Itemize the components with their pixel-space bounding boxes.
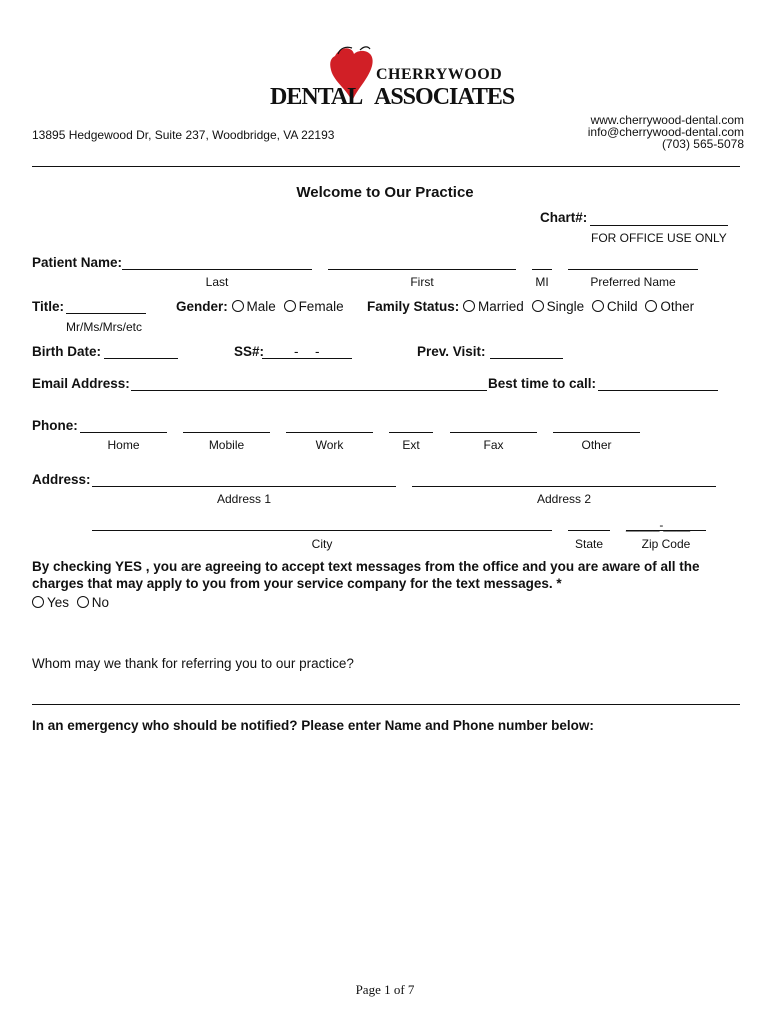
caption-other: Other bbox=[581, 438, 612, 452]
text-consent-yes-option[interactable]: Yes bbox=[32, 595, 69, 610]
text-consent-no-option[interactable]: No bbox=[77, 595, 109, 610]
preferred-name-field[interactable] bbox=[568, 269, 698, 270]
logo-line2-dental: DENTAL bbox=[270, 84, 363, 110]
birth-date-field[interactable] bbox=[104, 358, 178, 359]
zip-underline bbox=[626, 530, 706, 531]
text-consent-options bbox=[32, 595, 109, 610]
practice-logo bbox=[268, 40, 528, 110]
patient-name-label: Patient Name: bbox=[32, 255, 123, 270]
website-link[interactable]: www.cherrywood-dental.com bbox=[590, 113, 744, 127]
ssn-label: SS#: bbox=[234, 344, 265, 359]
radio-icon[interactable] bbox=[463, 300, 475, 312]
birth-date-label: Birth Date: bbox=[32, 344, 102, 359]
caption-fax: Fax bbox=[483, 438, 504, 452]
email-label: Email Address: bbox=[32, 376, 130, 391]
phone-fax-field[interactable] bbox=[450, 432, 537, 433]
email-link[interactable]: info@cherrywood-dental.com bbox=[587, 125, 744, 139]
contact-block bbox=[588, 114, 744, 150]
logo-line2-associates: ASSOCIATES bbox=[374, 84, 515, 110]
mi-field[interactable] bbox=[532, 269, 552, 270]
text-consent-statement: By checking YES , you are agreeing to accept text messages from the office and you are aware of all the charges that may apply to you from your service company for the text messages. * bbox=[32, 559, 700, 591]
best-time-label: Best time to call: bbox=[488, 376, 597, 391]
caption-preferred-name: Preferred Name bbox=[590, 275, 676, 289]
caption-home: Home bbox=[107, 438, 140, 452]
gender-female-option[interactable]: Female bbox=[284, 299, 344, 314]
phone-other-field[interactable] bbox=[553, 432, 640, 433]
ssn-underline bbox=[262, 358, 352, 359]
phone-ext-field[interactable] bbox=[389, 432, 433, 433]
address1-field[interactable] bbox=[92, 486, 396, 487]
gender-group bbox=[176, 299, 344, 314]
logo-line1: CHERRYWOOD bbox=[376, 66, 503, 83]
caption-address2: Address 2 bbox=[536, 492, 592, 506]
office-use-note: FOR OFFICE USE ONLY bbox=[591, 231, 727, 245]
title-label: Title: bbox=[32, 299, 65, 314]
caption-last: Last bbox=[205, 275, 229, 289]
title-caption: Mr/Ms/Mrs/etc bbox=[66, 320, 142, 334]
referral-field[interactable] bbox=[32, 704, 740, 705]
caption-ext: Ext bbox=[402, 438, 420, 452]
practice-address: 13895 Hedgewood Dr, Suite 237, Woodbridge, VA 22193 bbox=[32, 128, 335, 142]
last-name-field[interactable] bbox=[122, 269, 312, 270]
page-title: Welcome to Our Practice bbox=[296, 184, 474, 201]
zip-field[interactable]: _____-____ bbox=[626, 518, 691, 532]
radio-icon[interactable] bbox=[532, 300, 544, 312]
radio-icon[interactable] bbox=[592, 300, 604, 312]
address2-field[interactable] bbox=[412, 486, 716, 487]
first-name-field[interactable] bbox=[328, 269, 516, 270]
city-field[interactable] bbox=[92, 530, 552, 531]
prev-visit-field[interactable] bbox=[490, 358, 563, 359]
family-status-married-option[interactable]: Married bbox=[463, 299, 524, 314]
family-status-label: Family Status: bbox=[367, 299, 460, 314]
radio-icon[interactable] bbox=[232, 300, 244, 312]
radio-icon[interactable] bbox=[284, 300, 296, 312]
caption-work: Work bbox=[315, 438, 344, 452]
phone-label: Phone: bbox=[32, 418, 78, 433]
gender-male-option[interactable]: Male bbox=[232, 299, 276, 314]
best-time-field[interactable] bbox=[598, 390, 718, 391]
phone-mobile-field[interactable] bbox=[183, 432, 270, 433]
radio-icon[interactable] bbox=[645, 300, 657, 312]
family-status-child-option[interactable]: Child bbox=[592, 299, 638, 314]
caption-first: First bbox=[410, 275, 434, 289]
chart-label: Chart#: bbox=[540, 210, 588, 225]
page-number: Page 1 of 7 bbox=[355, 982, 415, 997]
phone-home-field[interactable] bbox=[80, 432, 167, 433]
caption-address1: Address 1 bbox=[216, 492, 272, 506]
emergency-question: In an emergency who should be notified? Please enter Name and Phone number below: bbox=[32, 718, 594, 733]
address-label: Address: bbox=[32, 472, 91, 487]
ssn-field[interactable]: ___-__-____ bbox=[270, 344, 353, 359]
caption-mobile: Mobile bbox=[208, 438, 245, 452]
caption-city: City bbox=[311, 537, 333, 551]
family-status-single-option[interactable]: Single bbox=[532, 299, 585, 314]
chart-field[interactable] bbox=[590, 225, 728, 226]
gender-label: Gender: bbox=[176, 299, 228, 314]
phone-number: (703) 565-5078 bbox=[661, 137, 744, 151]
phone-work-field[interactable] bbox=[286, 432, 373, 433]
email-field[interactable] bbox=[131, 390, 487, 391]
radio-icon[interactable] bbox=[32, 596, 44, 608]
family-status-group bbox=[367, 299, 694, 314]
title-field[interactable] bbox=[66, 313, 146, 314]
caption-state: State bbox=[574, 537, 604, 551]
family-status-other-option[interactable]: Other bbox=[645, 299, 694, 314]
header-divider bbox=[32, 166, 740, 167]
caption-zip-code: Zip Code bbox=[641, 537, 691, 551]
prev-visit-label: Prev. Visit: bbox=[417, 344, 486, 359]
referral-question: Whom may we thank for referring you to our practice? bbox=[32, 656, 354, 671]
radio-icon[interactable] bbox=[77, 596, 89, 608]
state-field[interactable] bbox=[568, 530, 610, 531]
caption-mi: MI bbox=[535, 275, 549, 289]
